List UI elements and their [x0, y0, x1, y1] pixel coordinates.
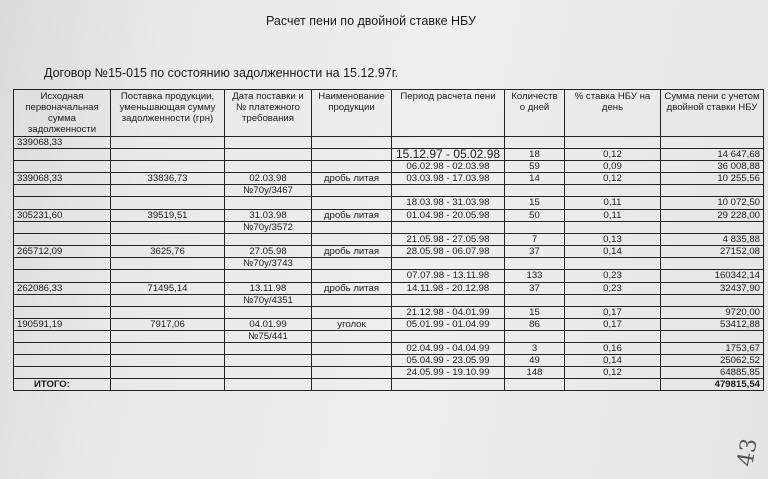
cell-penalty [661, 258, 764, 270]
cell-initial-sum: 190591,19 [14, 319, 111, 331]
cell-rate: 0,11 [565, 210, 661, 222]
cell-days: 18 [505, 149, 565, 161]
cell-initial-sum: 305231,60 [14, 210, 111, 222]
cell-date [225, 234, 312, 246]
cell-rate: 0,12 [565, 367, 661, 379]
table-body [14, 137, 764, 391]
document-title: Расчет пени по двойной ставке НБУ [266, 14, 476, 28]
cell-delivery [111, 222, 225, 234]
cell-delivery [111, 258, 225, 270]
cell-product [312, 137, 392, 149]
cell-delivery: 7917,06 [111, 319, 225, 331]
cell-days [505, 185, 565, 197]
table-row [14, 246, 764, 258]
cell-date [225, 149, 312, 161]
total-penalty: 479815,54 [661, 379, 764, 391]
cell-period: 24.05.99 - 19.10.99 [392, 367, 505, 379]
cell-days [505, 258, 565, 270]
cell-initial-sum [14, 367, 111, 379]
header-period: Период расчета пени [392, 90, 505, 137]
total-empty-cell [225, 379, 312, 391]
cell-rate [565, 185, 661, 197]
cell-delivery: 33836,73 [111, 173, 225, 185]
cell-rate [565, 331, 661, 343]
cell-product [312, 149, 392, 161]
cell-penalty [661, 222, 764, 234]
cell-period: 21.12.98 - 04.01.99 [392, 307, 505, 319]
cell-period: 07.07.98 - 13.11.98 [392, 270, 505, 283]
header-product: Наименование продукции [312, 90, 392, 137]
cell-product: уголок [312, 319, 392, 331]
cell-date [225, 343, 312, 355]
cell-product [312, 222, 392, 234]
total-empty-cell [392, 379, 505, 391]
cell-penalty [661, 185, 764, 197]
cell-days [505, 137, 565, 149]
cell-days: 37 [505, 246, 565, 258]
total-empty-cell [565, 379, 661, 391]
cell-rate: 0,11 [565, 197, 661, 210]
cell-product [312, 270, 392, 283]
header-date: Дата поставки и № платежного требования [225, 90, 312, 137]
total-label: ИТОГО: [14, 379, 111, 391]
cell-rate [565, 137, 661, 149]
cell-period [392, 137, 505, 149]
cell-penalty: 14 647,68 [661, 149, 764, 161]
cell-date [225, 355, 312, 367]
cell-delivery [111, 161, 225, 173]
cell-penalty: 36 008,88 [661, 161, 764, 173]
cell-rate: 0,12 [565, 149, 661, 161]
cell-period [392, 331, 505, 343]
table-row [14, 210, 764, 222]
header-delivery: Поставка продукции, уменьшающая сумму задолженности (грн) [111, 90, 225, 137]
cell-initial-sum: 339068,33 [14, 137, 111, 149]
total-empty-cell [505, 379, 565, 391]
cell-period: 05.01.99 - 01.04.99 [392, 319, 505, 331]
cell-date: 31.03.98 [225, 210, 312, 222]
cell-initial-sum [14, 161, 111, 173]
cell-initial-sum [14, 234, 111, 246]
cell-product [312, 197, 392, 210]
cell-initial-sum [14, 343, 111, 355]
cell-penalty: 10 072,50 [661, 197, 764, 210]
cell-product: дробь литая [312, 283, 392, 295]
cell-days: 86 [505, 319, 565, 331]
cell-initial-sum [14, 222, 111, 234]
cell-initial-sum: 339068,33 [14, 173, 111, 185]
cell-penalty: 27152,08 [661, 246, 764, 258]
table-row [14, 197, 764, 210]
table-row [14, 367, 764, 379]
cell-date [225, 161, 312, 173]
cell-initial-sum [14, 355, 111, 367]
cell-penalty [661, 295, 764, 307]
cell-product [312, 355, 392, 367]
cell-rate: 0,23 [565, 283, 661, 295]
cell-initial-sum [14, 197, 111, 210]
cell-days: 148 [505, 367, 565, 379]
cell-period: 15.12.97 - 05.02.98 [392, 149, 505, 161]
table-row [14, 234, 764, 246]
cell-period: 18.03.98 - 31.03.98 [392, 197, 505, 210]
total-row [14, 379, 764, 391]
cell-product [312, 295, 392, 307]
cell-rate: 0,14 [565, 246, 661, 258]
cell-initial-sum [14, 258, 111, 270]
cell-delivery: 3625,76 [111, 246, 225, 258]
cell-penalty: 53412,88 [661, 319, 764, 331]
cell-penalty [661, 137, 764, 149]
cell-penalty: 29 228,00 [661, 210, 764, 222]
table-row [14, 343, 764, 355]
cell-period: 21.05.98 - 27.05.98 [392, 234, 505, 246]
cell-penalty: 9720,00 [661, 307, 764, 319]
cell-initial-sum [14, 149, 111, 161]
header-initial-sum: Исходная первоначальная сумма задолженности [14, 90, 111, 137]
cell-delivery: 39519,51 [111, 210, 225, 222]
cell-product [312, 185, 392, 197]
cell-days [505, 295, 565, 307]
table-row [14, 161, 764, 173]
cell-rate: 0,17 [565, 307, 661, 319]
table-row [14, 137, 764, 149]
cell-delivery [111, 355, 225, 367]
cell-date: №70у/3467 [225, 185, 312, 197]
total-empty-cell [111, 379, 225, 391]
table-row [14, 222, 764, 234]
cell-days: 7 [505, 234, 565, 246]
cell-days: 59 [505, 161, 565, 173]
cell-period: 03.03.98 - 17.03.98 [392, 173, 505, 185]
cell-period: 05.04.99 - 23.05.99 [392, 355, 505, 367]
cell-delivery [111, 343, 225, 355]
cell-product [312, 258, 392, 270]
cell-product [312, 331, 392, 343]
cell-product [312, 234, 392, 246]
cell-period: 28.05.98 - 06.07.98 [392, 246, 505, 258]
cell-penalty [661, 331, 764, 343]
cell-initial-sum [14, 307, 111, 319]
cell-period: 02.04.99 - 04.04.99 [392, 343, 505, 355]
table-row [14, 270, 764, 283]
cell-date [225, 367, 312, 379]
table-row [14, 355, 764, 367]
cell-period [392, 295, 505, 307]
cell-initial-sum: 262086,33 [14, 283, 111, 295]
cell-period: 14.11.98 - 20.12.98 [392, 283, 505, 295]
cell-product: дробь литая [312, 210, 392, 222]
penalty-table [13, 89, 764, 391]
cell-date: 27.05.98 [225, 246, 312, 258]
cell-rate: 0,09 [565, 161, 661, 173]
cell-date: №70у/4351 [225, 295, 312, 307]
cell-period: 06.02.98 - 02.03.98 [392, 161, 505, 173]
cell-rate: 0,23 [565, 270, 661, 283]
table-row [14, 283, 764, 295]
cell-period [392, 258, 505, 270]
cell-penalty: 10 255,56 [661, 173, 764, 185]
cell-date: 04.01.99 [225, 319, 312, 331]
cell-date: 02.03.98 [225, 173, 312, 185]
cell-days: 37 [505, 283, 565, 295]
cell-days: 15 [505, 307, 565, 319]
cell-date [225, 137, 312, 149]
cell-days: 3 [505, 343, 565, 355]
table-row [14, 295, 764, 307]
table-row [14, 319, 764, 331]
cell-initial-sum [14, 185, 111, 197]
cell-delivery: 71495,14 [111, 283, 225, 295]
cell-rate: 0,17 [565, 319, 661, 331]
cell-date: №70у/3572 [225, 222, 312, 234]
cell-days: 14 [505, 173, 565, 185]
cell-penalty: 160342,14 [661, 270, 764, 283]
cell-product: дробь литая [312, 173, 392, 185]
cell-product: дробь литая [312, 246, 392, 258]
cell-delivery [111, 307, 225, 319]
cell-date [225, 270, 312, 283]
cell-product [312, 343, 392, 355]
cell-penalty: 1753,67 [661, 343, 764, 355]
cell-days: 133 [505, 270, 565, 283]
cell-delivery [111, 331, 225, 343]
table-row [14, 331, 764, 343]
table-row [14, 149, 764, 161]
table-row [14, 307, 764, 319]
cell-period: 01.04.98 - 20.05.98 [392, 210, 505, 222]
cell-rate: 0,13 [565, 234, 661, 246]
header-rate: % ставка НБУ на день [565, 90, 661, 137]
cell-rate: 0,16 [565, 343, 661, 355]
cell-product [312, 307, 392, 319]
cell-delivery [111, 270, 225, 283]
cell-days [505, 222, 565, 234]
cell-product [312, 367, 392, 379]
cell-rate [565, 295, 661, 307]
page-number-mark: 43 [733, 436, 763, 469]
contract-line: Договор №15-015 по состоянию задолженности на 15.12.97г. [44, 66, 399, 80]
cell-product [312, 161, 392, 173]
cell-rate: 0,14 [565, 355, 661, 367]
cell-rate [565, 222, 661, 234]
cell-delivery [111, 149, 225, 161]
cell-period [392, 222, 505, 234]
header-penalty: Сумма пени с учетом двойной ставки НБУ [661, 90, 764, 137]
cell-delivery [111, 295, 225, 307]
cell-penalty: 32437,90 [661, 283, 764, 295]
cell-delivery [111, 234, 225, 246]
cell-initial-sum [14, 295, 111, 307]
cell-initial-sum [14, 331, 111, 343]
cell-date: 13.11.98 [225, 283, 312, 295]
table-header-row [14, 90, 764, 137]
cell-delivery [111, 197, 225, 210]
cell-date: №70у/3743 [225, 258, 312, 270]
cell-days: 15 [505, 197, 565, 210]
table-row [14, 258, 764, 270]
table-row [14, 173, 764, 185]
cell-date: №75/441 [225, 331, 312, 343]
cell-days: 49 [505, 355, 565, 367]
total-empty-cell [312, 379, 392, 391]
cell-penalty: 4 835,88 [661, 234, 764, 246]
cell-penalty: 25062,52 [661, 355, 764, 367]
cell-date [225, 307, 312, 319]
cell-date [225, 197, 312, 210]
header-days: Количеств о дней [505, 90, 565, 137]
cell-delivery [111, 137, 225, 149]
cell-initial-sum: 265712,09 [14, 246, 111, 258]
cell-rate: 0,12 [565, 173, 661, 185]
cell-period [392, 185, 505, 197]
cell-days: 50 [505, 210, 565, 222]
cell-delivery [111, 185, 225, 197]
cell-days [505, 331, 565, 343]
cell-penalty: 64885,85 [661, 367, 764, 379]
cell-initial-sum [14, 270, 111, 283]
cell-rate [565, 258, 661, 270]
table-row [14, 185, 764, 197]
cell-delivery [111, 367, 225, 379]
